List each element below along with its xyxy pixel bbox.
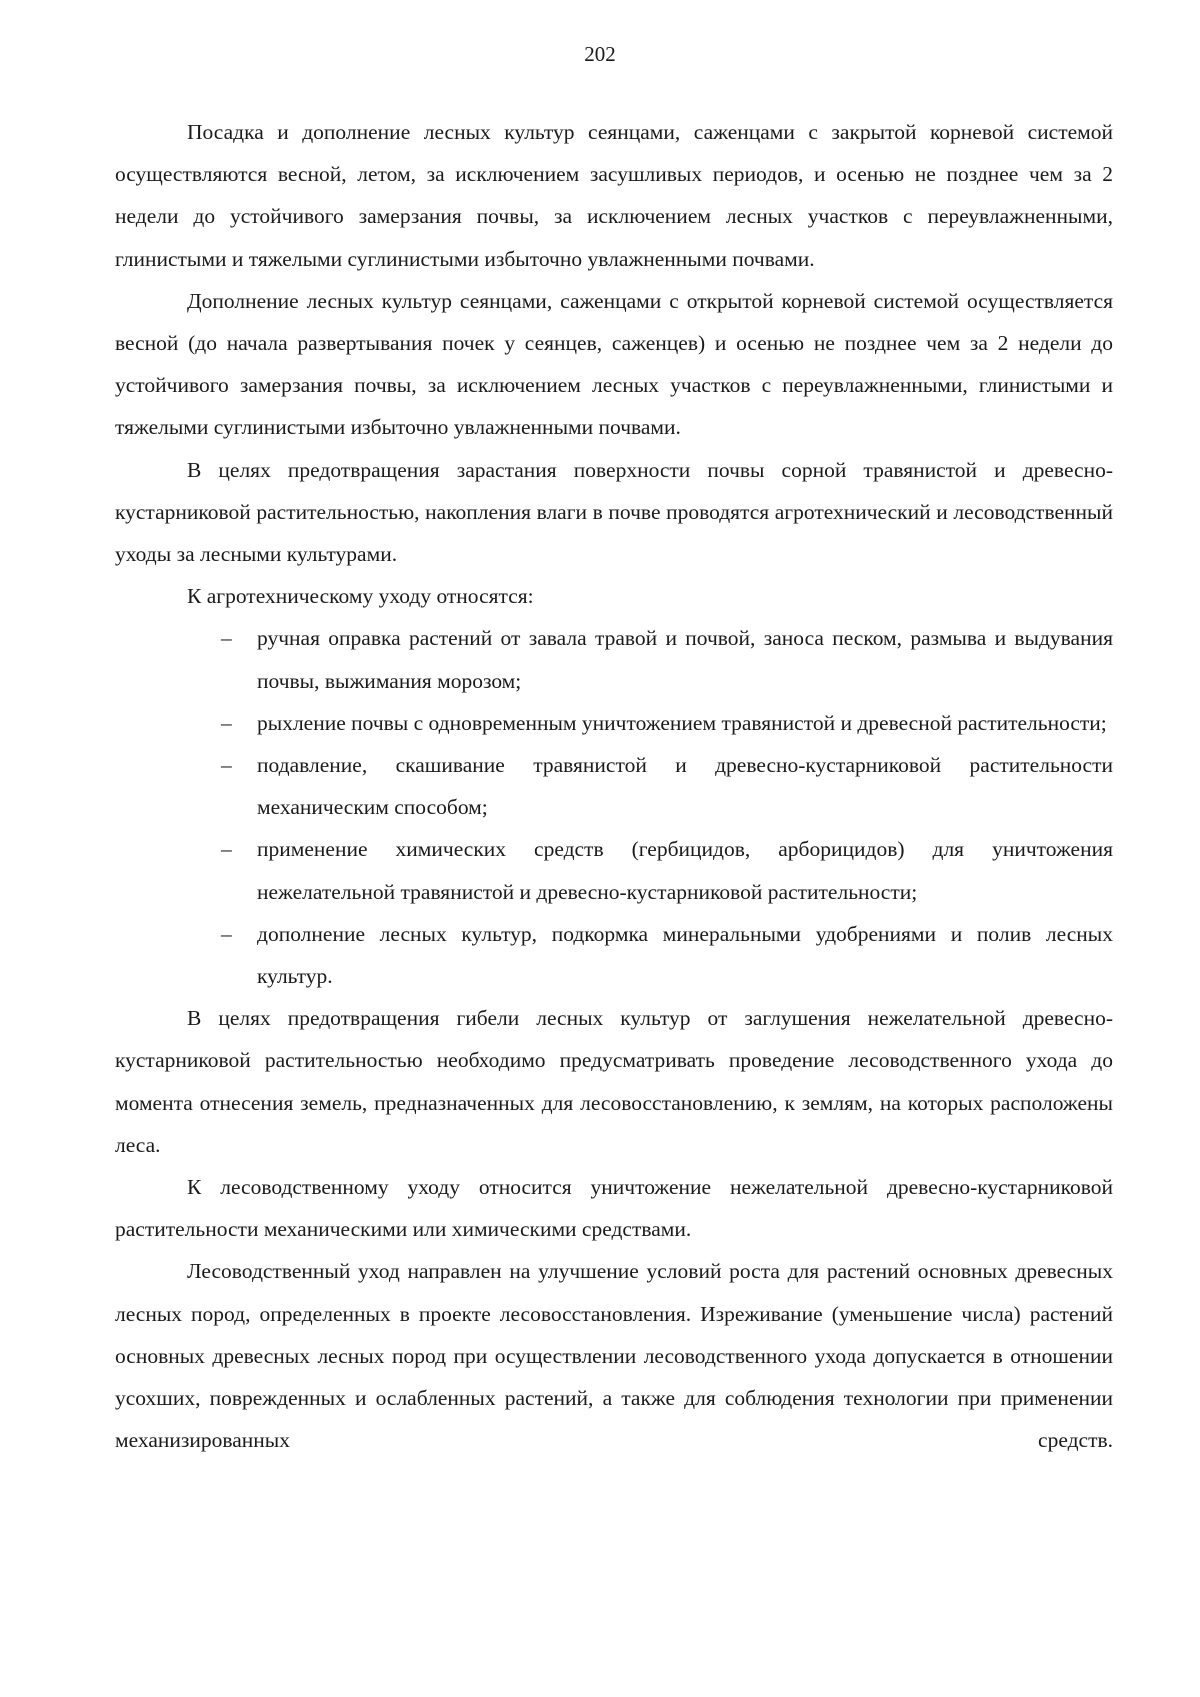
list-item [115,617,1113,701]
paragraph: В целях предотвращения гибели лесных культур от заглушения нежелательной древесно-кустарниковой растительностью необходимо предусматривать проведение лесоводственного ухода до момента отнесения земель, предназначенных для лесовосстановлению, к землям, на которых расположены леса. [115,1006,1113,1157]
document-body [115,111,1113,1462]
list-marker: – [221,753,232,778]
list-item [115,744,1113,828]
paragraph-list-intro: К агротехническому уходу относятся: [187,584,534,609]
paragraph: Посадка и дополнение лесных культур сеянцами, саженцами с закрытой корневой системой осуществляются весной, летом, за исключением засушливых периодов, и осенью не позднее чем за 2 недели до устойчивого замерзания почвы, за исключением лесных участков с переувлажненными, глинистыми и тяжелыми суглинистыми избыточно увлажненными почвами. [115,120,1113,271]
list-marker: – [221,710,232,735]
page-number: 202 [584,42,616,66]
paragraph: Лесоводственный уход направлен на улучшение условий роста для растений основных древесных лесных пород, определенных в проекте лесовосстановления. Изреживание (уменьшение числа) растений основных древесных лесных пород при осуществлении лесоводственного ухода допускается в отношении усохших, поврежденных и ослабленных растений, а также для соблюдения технологии при применении механизированных средств. [115,1259,1113,1453]
bulleted-list [115,617,1113,997]
list-item-text: дополнение лесных культур, подкормка минеральными удобрениями и полив лесных культур. [257,921,1113,989]
list-item-text: подавление, скашивание травянистой и древесно-кустарниковой растительности механическим способом; [257,753,1113,820]
paragraph: Дополнение лесных культур сеянцами, саженцами с открытой корневой системой осуществляется весной (до начала развертывания почек у сеянцев, саженцев) и осенью не позднее чем за 2 недели до устойчивого замерзания почвы, за исключением лесных участков с переувлажненными, глинистыми и тяжелыми суглинистыми избыточно увлажненными почвами. [115,288,1113,440]
list-marker: – [221,626,232,651]
list-item-text: применение химических средств (гербицидов, арборицидов) для уничтожения нежелательной травянистой и древесно-кустарниковой растительности; [257,837,1113,904]
list-item-text: ручная оправка растений от завала травой и почвой, заноса песком, размыва и выдувания почвы, выжимания морозом; [257,626,1113,693]
paragraph: В целях предотвращения зарастания поверхности почвы сорной травянистой и древесно-кустарниковой растительностью, накопления влаги в почве проводятся агротехнический и лесоводственный уходы за лесными культурами. [115,457,1113,567]
list-item [115,913,1113,997]
paragraph: К лесоводственному уходу относится уничтожение нежелательной древесно-кустарниковой растительности механическими или химическими средствами. [115,1175,1113,1242]
list-marker: – [221,921,232,946]
list-item [115,828,1113,912]
list-item [115,702,1113,744]
list-item-text: рыхление почвы с одновременным уничтожением травянистой и древесной растительности; [257,710,1107,735]
list-marker: – [221,837,232,862]
